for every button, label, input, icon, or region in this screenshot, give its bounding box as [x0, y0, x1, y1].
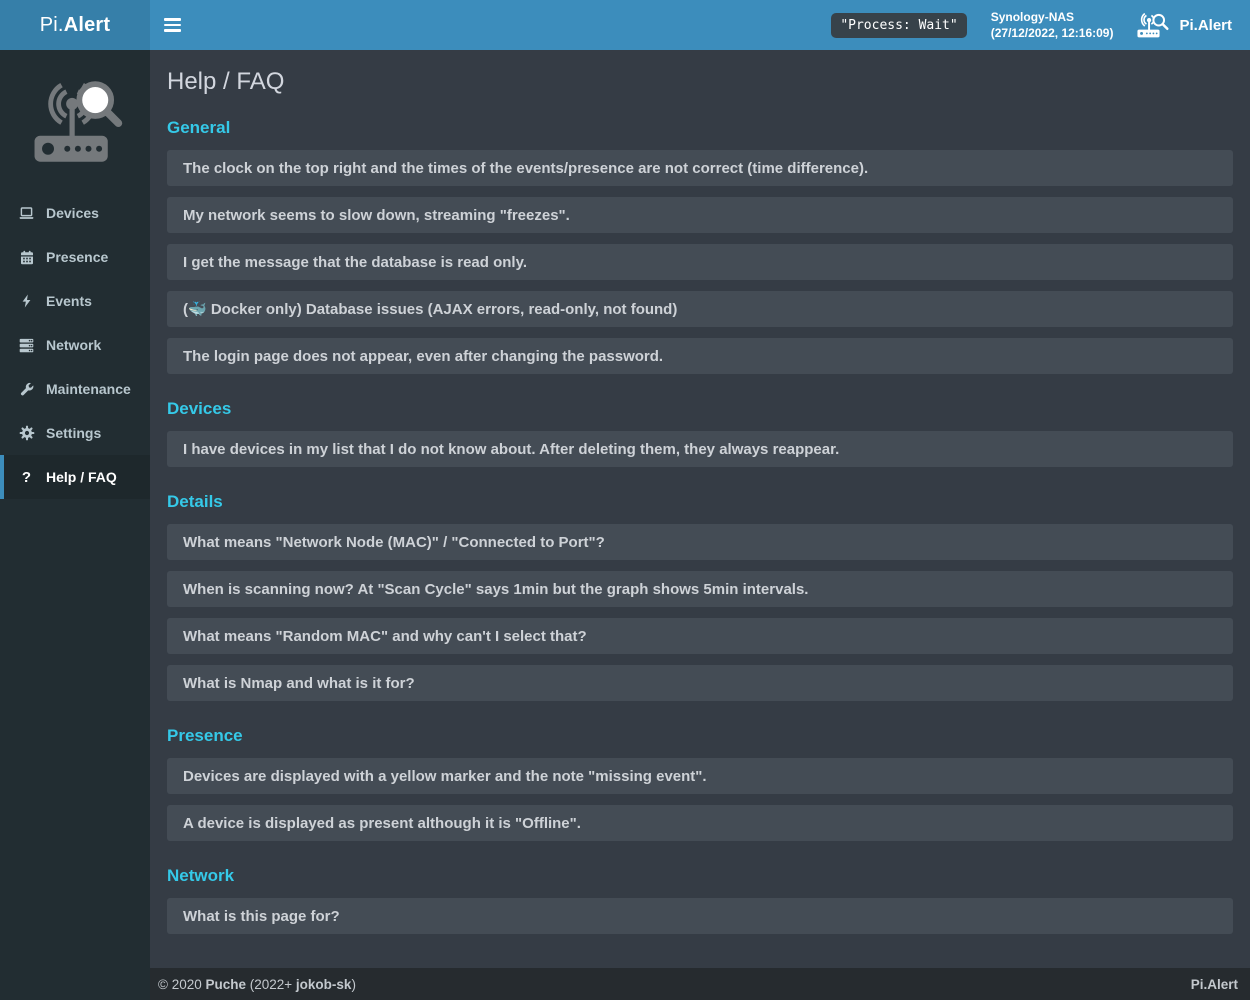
question-icon: ?	[21, 468, 32, 486]
copyright-text: © 2020	[158, 976, 206, 992]
faq-question[interactable]: What is this page for?	[167, 898, 1233, 934]
sidebar-item-label: Devices	[46, 205, 99, 221]
faq-question[interactable]: My network seems to slow down, streaming "freezes".	[167, 197, 1233, 233]
hamburger-icon	[164, 24, 181, 26]
host-info	[991, 9, 1114, 41]
main-content	[150, 50, 1250, 968]
copyright-text: (2022+	[246, 976, 296, 992]
sidebar-item-maintenance[interactable]	[0, 367, 150, 411]
sidebar-item-label: Events	[46, 293, 92, 309]
app-identity	[1135, 11, 1238, 40]
faq-question[interactable]: Devices are displayed with a yellow marker and the note "missing event".	[167, 758, 1233, 794]
sidebar-item-label: Maintenance	[46, 381, 131, 397]
app-name: Pi.Alert	[1179, 16, 1232, 34]
bolt-icon	[18, 291, 35, 311]
sidebar-item-network[interactable]	[0, 323, 150, 367]
host-timestamp: (27/12/2022, 12:16:09)	[990, 26, 1114, 40]
section-title-presence: Presence	[167, 726, 243, 745]
brand-logo[interactable]	[0, 0, 150, 50]
sidebar	[0, 50, 150, 1000]
wrench-icon	[18, 379, 35, 399]
faq-question[interactable]: The login page does not appear, even after changing the password.	[167, 338, 1233, 374]
gear-icon	[18, 423, 35, 443]
section-title-devices: Devices	[167, 399, 232, 418]
sidebar-item-settings[interactable]	[0, 411, 150, 455]
section-title-network: Network	[167, 866, 235, 885]
faq-question[interactable]: (🐳 Docker only) Database issues (AJAX errors, read-only, not found)	[167, 291, 1233, 327]
footer-app-name: Pi.Alert	[1190, 976, 1238, 992]
top-navbar	[0, 0, 1250, 50]
faq-question[interactable]: A device is displayed as present although it is "Offline".	[167, 805, 1233, 841]
sidebar-item-devices[interactable]	[0, 191, 150, 235]
faq-question[interactable]: The clock on the top right and the times of the events/presence are not correct (time difference).	[167, 150, 1233, 186]
author-link-jokob-sk[interactable]: jokob-sk	[295, 976, 352, 992]
hamburger-icon	[164, 18, 181, 20]
sidebar-item-label: Presence	[46, 249, 109, 265]
faq-question[interactable]: What is Nmap and what is it for?	[167, 665, 1233, 701]
brand-pi: Pi.	[39, 13, 64, 36]
section-title-general: General	[167, 118, 231, 137]
calendar-icon	[18, 247, 35, 267]
sidebar-item-label: Settings	[46, 425, 102, 441]
faq-question[interactable]: I have devices in my list that I do not know about. After deleting them, they always reappear.	[167, 431, 1233, 467]
brand-alert: Alert	[63, 13, 111, 36]
sidebar-toggle-button[interactable]	[150, 0, 195, 50]
server-stack-icon	[18, 335, 35, 355]
faq-question[interactable]: I get the message that the database is read only.	[167, 244, 1233, 280]
host-name: Synology-NAS	[990, 10, 1075, 24]
pialert-router-icon	[1135, 11, 1171, 40]
sidebar-item-label: Network	[46, 337, 102, 353]
sidebar-item-label: Help / FAQ	[46, 469, 117, 485]
sidebar-item-help-faq[interactable]	[0, 455, 150, 499]
footer	[150, 968, 1250, 1000]
sidebar-menu	[0, 191, 150, 499]
topbar-right-group	[831, 0, 1250, 50]
author-link-puche[interactable]: Puche	[205, 976, 246, 992]
laptop-icon	[18, 203, 35, 223]
faq-question[interactable]: What means "Random MAC" and why can't I select that?	[167, 618, 1233, 654]
section-title-details: Details	[167, 492, 223, 511]
process-status-badge: "Process: Wait"	[831, 13, 966, 38]
page-title: Help / FAQ	[167, 68, 285, 95]
sidebar-item-events[interactable]	[0, 279, 150, 323]
faq-question[interactable]: What means "Network Node (MAC)" / "Connected to Port"?	[167, 524, 1233, 560]
sidebar-item-presence[interactable]	[0, 235, 150, 279]
faq-question[interactable]: When is scanning now? At "Scan Cycle" says 1min but the graph shows 5min intervals.	[167, 571, 1233, 607]
hamburger-icon	[164, 29, 181, 31]
pialert-logo	[0, 50, 150, 191]
copyright-text: )	[351, 976, 356, 992]
